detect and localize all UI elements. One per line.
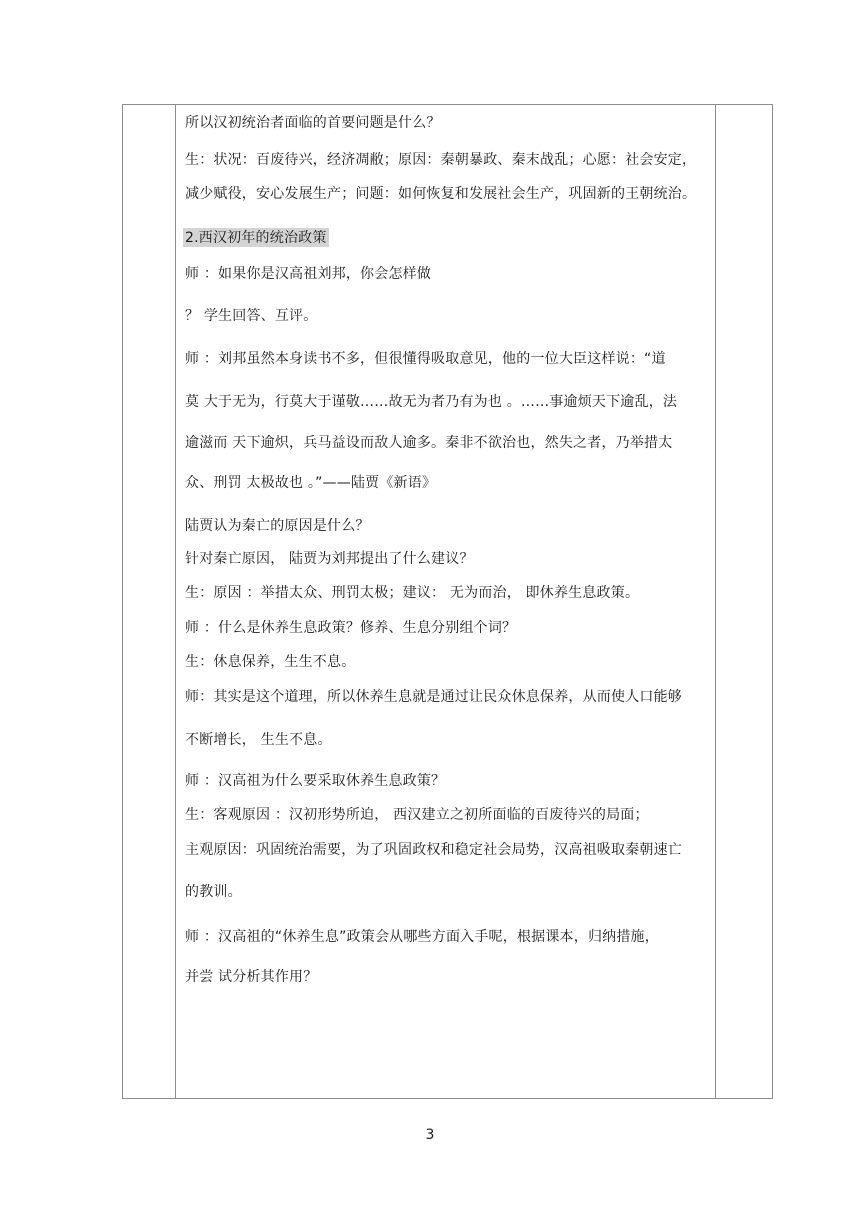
text-line: 并尝 试分析其作用？ [185, 969, 318, 985]
text-line: 针对秦亡原因， 陆贾为刘邦提出了什么建议？ [185, 551, 474, 567]
section-heading-text: 2.西汉初年的统治政策 [185, 230, 327, 246]
text-line: 不断增长， 生生不息。 [185, 732, 332, 748]
text-line: 减少赋役，安心发展生产；问题：如何恢复和发展社会生产，巩固新的王朝统治。 [185, 186, 697, 202]
text-line: 师 ：什么是休养生息政策？修养、生息分别组个词？ [185, 620, 517, 636]
table-column-divider-right [715, 104, 716, 1099]
text-line: 莫 大于无为，行莫大于谨敬……故无为者乃有为也 。……事逾烦天下逾乱，法 [185, 394, 678, 410]
text-line: 生：客观原因 ：汉初形势所迫， 西汉建立之初所面临的百废待兴的局面； [185, 807, 649, 823]
table-column-divider-left [175, 104, 176, 1099]
text-line: 生：状况：百废待兴，经济凋敝；原因：秦朝暴政、秦末战乱；心愿：社会安定， [185, 152, 697, 168]
text-line: 主观原因：巩固统治需要，为了巩固政权和稳定社会局势，汉高祖吸取秦朝速亡 [185, 842, 682, 858]
text-line: 众、刑罚 太极故也 。”——陆贾《新语》 [185, 475, 437, 491]
text-line: 逾滋而 天下逾炽，兵马益设而敌人逾多。秦非不欲治也，然失之者，乃举措太 [185, 435, 673, 451]
text-line: 师 ：如果你是汉高祖刘邦，你会怎样做 [185, 266, 432, 282]
text-line: 所以汉初统治者面临的首要问题是什么？ [185, 115, 441, 131]
page-number: 3 [425, 1127, 435, 1143]
text-line: 师 ：汉高祖为什么要采取休养生息政策？ [185, 773, 446, 789]
section-heading [185, 228, 329, 248]
text-line: 师：其实是这个道理，所以休养生息就是通过让民众休息保养，从而使人口能够 [185, 689, 682, 705]
text-line: ？ 学生回答、互评。 [185, 308, 318, 324]
text-line: 生：原因 ：举措太众、刑罚太极；建议： 无为而治， 即休养生息政策。 [185, 585, 640, 601]
text-line: 生：休息保养，生生不息。 [185, 654, 356, 670]
text-line: 师 ：刘邦虽然本身读书不多，但很懂得吸取意见，他的一位大臣这样说：“道 [185, 351, 666, 367]
text-line: 的教训。 [185, 884, 242, 900]
text-line: 师 ：汉高祖的“休养生息”政策会从哪些方面入手呢，根据课本，归纳措施， [185, 929, 659, 945]
text-line: 陆贾认为秦亡的原因是什么？ [185, 518, 370, 534]
